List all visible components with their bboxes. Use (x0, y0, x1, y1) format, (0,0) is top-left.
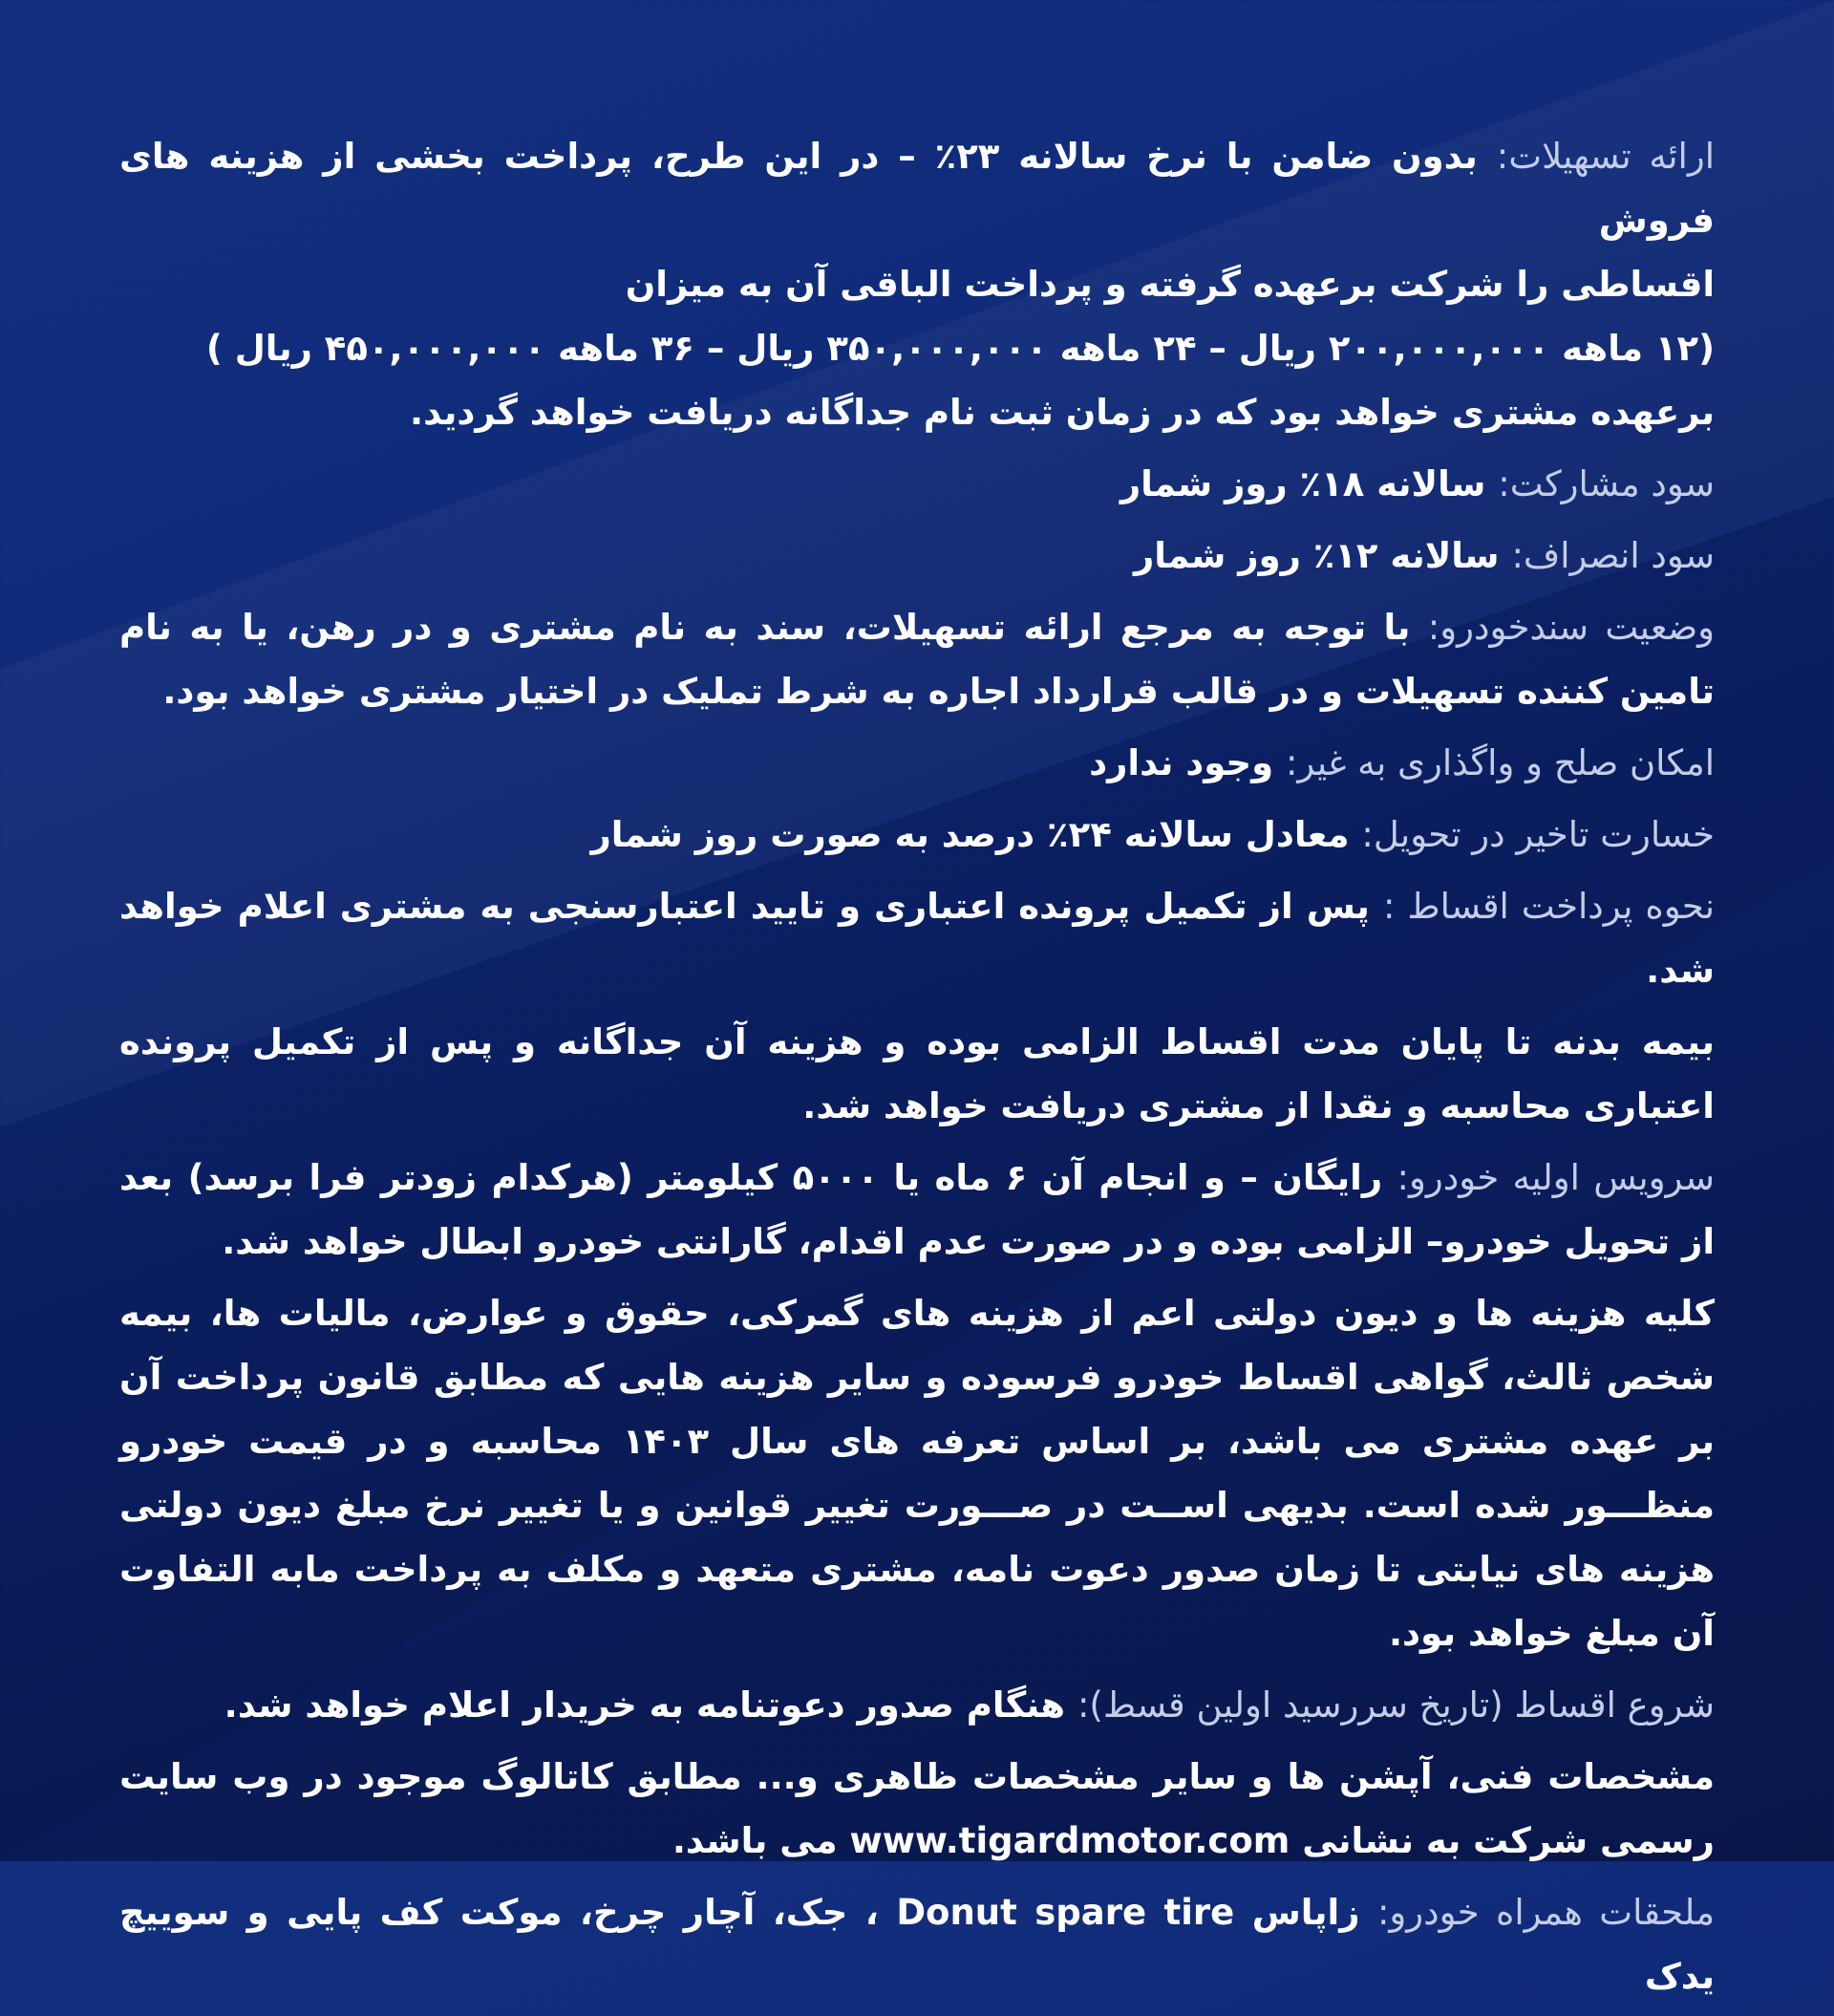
term-transfer-possibility (119, 731, 1715, 795)
term-label: ارائه تسهیلات: (1496, 136, 1715, 177)
term-label: امکان صلح و واگذاری به غیر: (1285, 742, 1715, 783)
term-cancellation-profit (119, 524, 1715, 588)
term-text: رایگان – و انجام آن ۶ ماه یا ۵۰۰۰ کیلومتر (هرکدام زودتر فرا برسد) بعد از تحویل خودرو– الزامی بوده و در صورت عدم اقدام، گارانتی خودرو ابطال خواهد شد. (119, 1157, 1715, 1262)
sales-terms-document (119, 124, 1715, 2016)
term-facilities-line-3: (۱۲ ماهه ۲۰۰,۰۰۰,۰۰۰ ریال – ۲۴ ماهه ۳۵۰,۰۰۰,۰۰۰ ریال – ۳۶ ماهه ۴۵۰,۰۰۰,۰۰۰ ریال ) (205, 328, 1715, 369)
term-text: سالانه ۱۸٪ روز شمار (1120, 463, 1486, 504)
term-label: سود مشارکت: (1498, 463, 1715, 504)
term-text: سالانه ۱۲٪ روز شمار (1134, 535, 1500, 576)
term-technical-specs (119, 1745, 1715, 1873)
term-vehicle-accessories (119, 1880, 1715, 2008)
term-text: ، جک، آچار چرخ، موکت کف پایی و سوییچ یدک (119, 1892, 1715, 1997)
term-label: سود انصراف: (1511, 535, 1715, 576)
term-label: شروع اقساط (تاریخ سررسید اولین قسط): (1077, 1684, 1715, 1726)
term-label: خسارت تاخیر در تحویل: (1361, 814, 1715, 855)
term-text: پس از تکمیل پرونده اعتباری و تایید اعتبارسنجی به مشتری اعلام خواهد شد. (119, 886, 1715, 991)
term-initial-service (119, 1146, 1715, 1274)
term-facilities-line-4: برعهده مشتری خواهد بود که در زمان ثبت نام جداگانه دریافت خواهد گردید. (410, 392, 1715, 433)
term-facilities-line-1 (119, 124, 1715, 252)
term-text: کلیه هزینه ها و دیون دولتی اعم از هزینه های گمرکی، حقوق و عوارض، مالیات ها، بیمه شخص ثالث، گواهی اقساط خودرو فرسوده و سایر هزینه هایی که مطابق قانون پرداخت آن بر عهده مشتری می باشد، بر اساس تعرفه های سال ۱۴۰۳ محاسبه و در قیمت خودرو منظـــور شده است. بدیهی اســت در صـــورت تغییر قوانین و یا تغییر نرخ مبلغ دیون دولتی هزینه های نیابتی تا زمان صدور دعوت نامه، مشتری متعهد و مکلف به پرداخت مابه التفاوت آن مبلغ خواهد بود. (119, 1293, 1715, 1654)
term-text: با توجه به مرجع ارائه تسهیلات، سند به نام مشتری و در رهن، یا به نام تامین کننده تسهیلات و در قالب قرارداد اجاره به شرط تملیک در اختیار مشتری خواهد بود. (119, 607, 1715, 712)
term-text: معادل سالانه ۲۴٪ درصد به صورت روز شمار (590, 814, 1350, 855)
term-label: ملحقات همراه خودرو: (1376, 1892, 1716, 1933)
term-text: مشخصات فنی، آپشن ها و سایر مشخصات ظاهری و... مطابق کاتالوگ موجود در وب سایت رسمی شرکت به نشانی (119, 1756, 1715, 1861)
donut-spare-tire-text: Donut spare tire (896, 1892, 1235, 1933)
term-text: وجود ندارد (1089, 742, 1274, 783)
term-label: وضعیت سندخودرو: (1427, 607, 1715, 648)
term-text: بدون ضامن با نرخ سالانه ۲۳٪ – در این طرح، پرداخت بخشی از هزینه های فروش (119, 136, 1715, 241)
term-text: هنگام صدور دعوتنامه به خریدار اعلام خواهد شد. (224, 1684, 1066, 1726)
term-text: می باشد. (672, 1820, 838, 1861)
term-facilities-line-2: اقساطی را شرکت برعهده گرفته و پرداخت الباقی آن به میزان (625, 264, 1715, 305)
term-label: سرویس اولیه خودرو: (1397, 1157, 1715, 1198)
term-participation-profit (119, 452, 1715, 516)
term-text: بیمه بدنه تا پایان مدت اقساط الزامی بوده و هزینه آن جداگانه و پس از تکمیل پرونده اعتباری محاسبه و نقدا از مشتری دریافت خواهد شد. (119, 1021, 1715, 1126)
term-installment-start (119, 1673, 1715, 1737)
term-delivery-delay-compensation (119, 803, 1715, 867)
term-vehicle-document-status (119, 595, 1715, 723)
term-facilities (119, 124, 1715, 444)
term-government-costs (119, 1281, 1715, 1665)
term-text: زاپاس (1251, 1892, 1360, 1933)
term-installment-payment-method (119, 874, 1715, 1002)
term-label: نحوه پرداخت اقساط : (1382, 886, 1716, 927)
term-body-insurance (119, 1010, 1715, 1138)
website-link[interactable]: www.tigardmotor.com (849, 1820, 1290, 1861)
